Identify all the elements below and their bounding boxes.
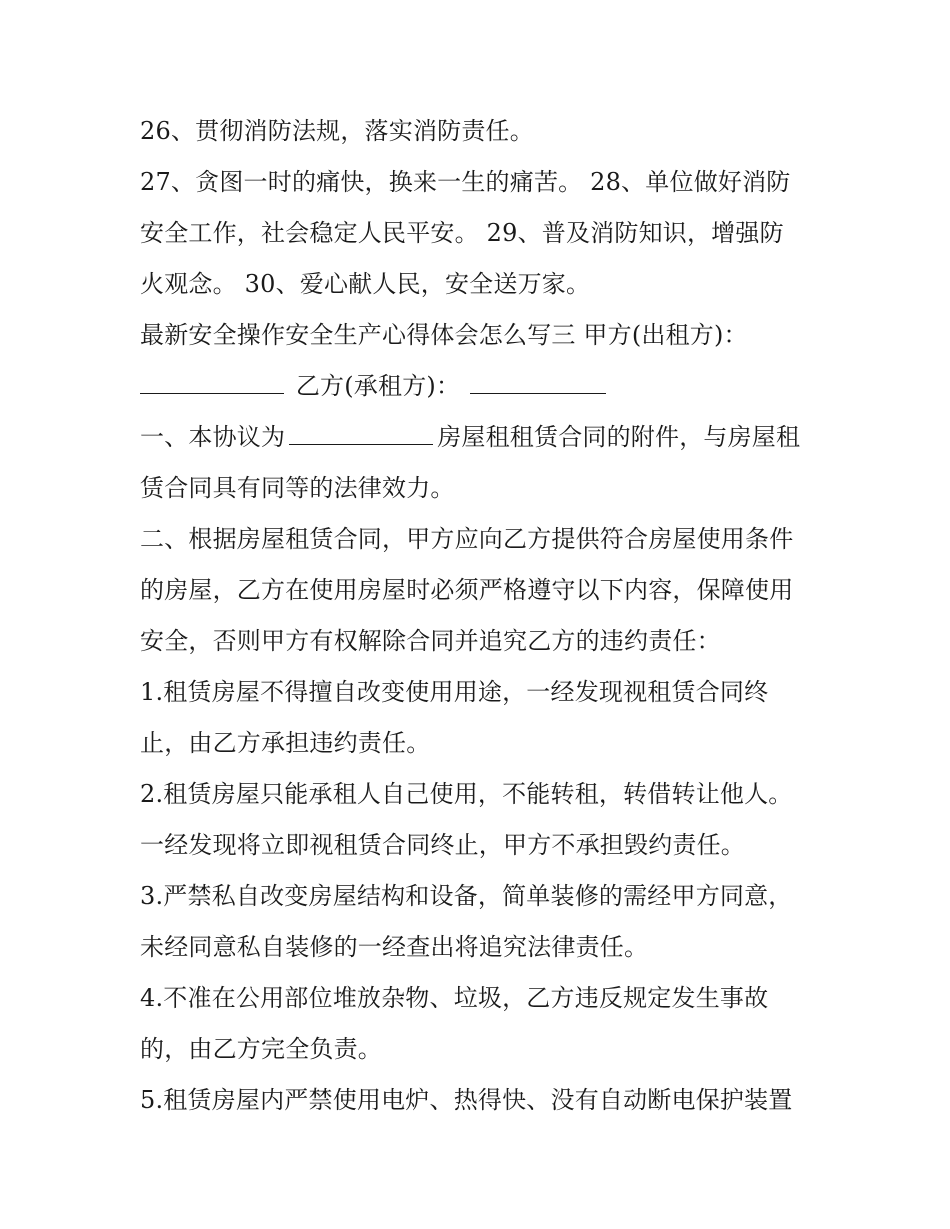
text-line: 5.租赁房屋内严禁使用电炉、热得快、没有自动断电保护装置 (140, 1086, 793, 1114)
text-line: 27、贪图一时的痛快，换来一生的痛苦。 28、单位做好消防 (140, 168, 791, 196)
clause-1-prefix: 一、本协议为 (140, 423, 286, 451)
text-line: 止，由乙方承担违约责任。 (140, 729, 431, 757)
text-line: 火观念。 30、爱心献人民，安全送万家。 (140, 270, 591, 298)
text-line: 26、贯彻消防法规，落实消防责任。 (140, 117, 534, 145)
text-line: 4.不准在公用部位堆放杂物、垃圾，乙方违反规定发生事故 (140, 984, 769, 1012)
text-line: 赁合同具有同等的法律效力。 (140, 474, 455, 502)
party-signature-line (140, 361, 820, 412)
party-b-label: 乙方(承租方)： (295, 372, 461, 400)
document-body (140, 106, 820, 1126)
text-line: 未经同意私自装修的一经查出将追究法律责任。 (140, 933, 649, 961)
text-line: 3.严禁私自改变房屋结构和设备，简单装修的需经甲方同意， (140, 882, 793, 910)
text-line: 2.租赁房屋只能承租人自己使用，不能转租，转借转让他人。 (140, 780, 793, 808)
text-line: 1.租赁房屋不得擅自改变使用用途，一经发现视租赁合同终 (140, 678, 769, 706)
text-line: 最新安全操作安全生产心得体会怎么写三 甲方(出租方)： (140, 321, 748, 349)
party-a-blank (140, 366, 284, 394)
text-line: 安全工作，社会稳定人民平安。 29、普及消防知识，增强防 (140, 219, 784, 247)
text-line: 一经发现将立即视租赁合同终止，甲方不承担毁约责任。 (140, 831, 745, 859)
contract-name-blank (289, 417, 433, 445)
text-line: 二、根据房屋租赁合同，甲方应向乙方提供符合房屋使用条件 (140, 525, 794, 553)
text-line: 安全，否则甲方有权解除合同并追究乙方的违约责任： (140, 627, 721, 655)
text-line: 的房屋，乙方在使用房屋时必须严格遵守以下内容，保障使用 (140, 576, 794, 604)
clause-1-suffix: 房屋租租赁合同的附件，与房屋租 (437, 423, 801, 451)
party-b-blank (470, 366, 606, 394)
text-line: 的，由乙方完全负责。 (140, 1035, 382, 1063)
clause-1-line (140, 412, 820, 463)
